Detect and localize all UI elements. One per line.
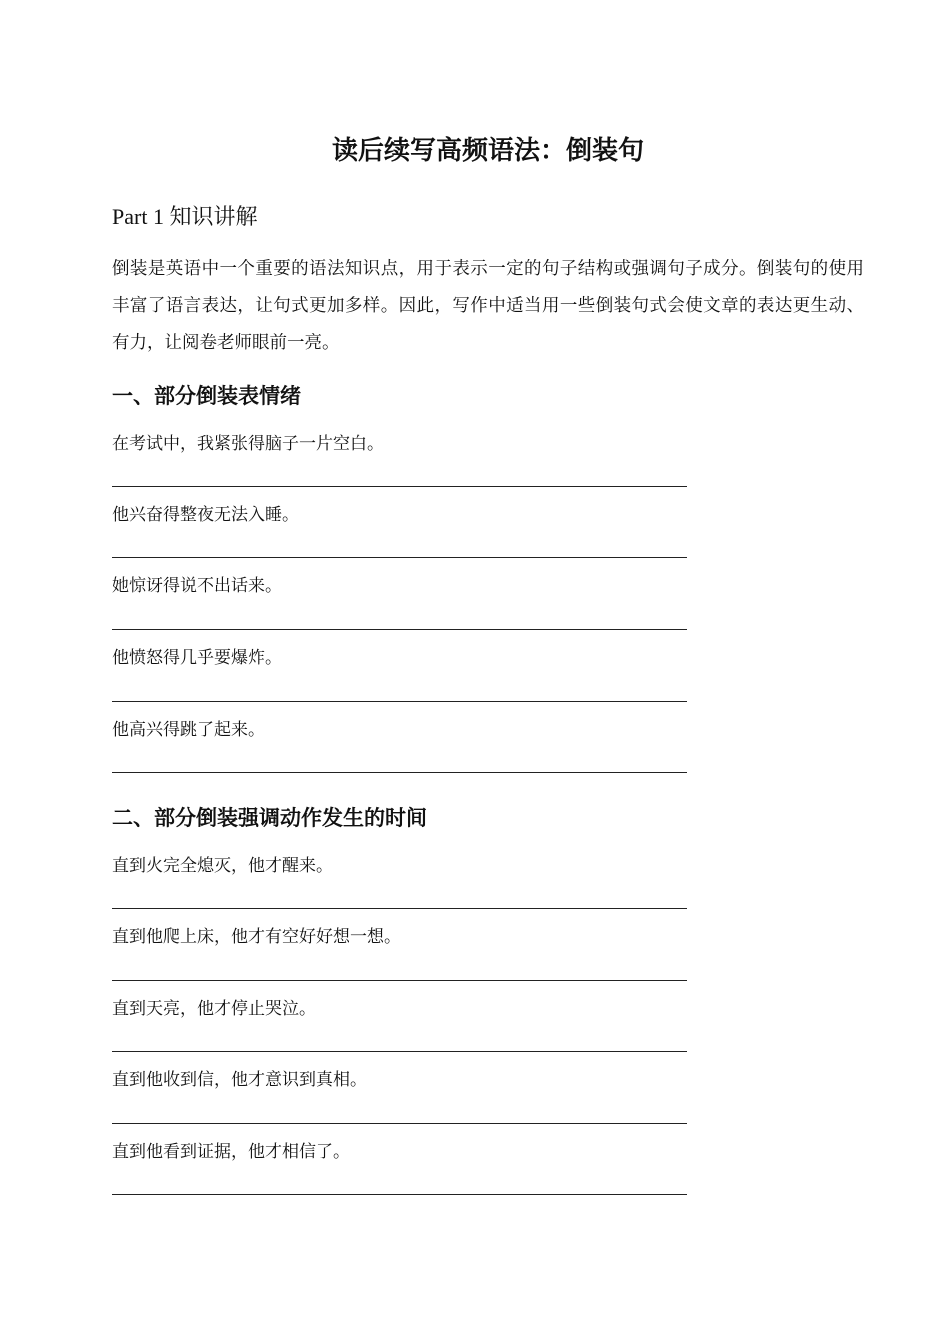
section1-answer-line-4[interactable] [112,701,687,702]
section2-answer-line-4[interactable] [112,1123,687,1124]
section2-answer-line-3[interactable] [112,1051,687,1052]
section1-prompt-1: 在考试中，我紧张得脑子一片空白。 [112,434,384,454]
section2-prompt-5: 直到他看到证据，他才相信了。 [112,1142,350,1162]
intro-paragraph: 倒装是英语中一个重要的语法知识点，用于表示一定的句子结构或强调句子成分。倒装句的使用丰富了语言表达，让句式更加多样。因此，写作中适当用一些倒装句式会使文章的表达更生动、有力，让阅卷老师眼前一亮。 [112,259,864,353]
section2-heading: 二、部分倒装强调动作发生的时间 [112,806,427,830]
section2-answer-line-2[interactable] [112,980,687,981]
section1-heading: 一、部分倒装表情绪 [112,384,301,408]
section1-answer-line-5[interactable] [112,772,687,773]
section2-prompt-3: 直到天亮，他才停止哭泣。 [112,999,316,1019]
section1-prompt-4: 他愤怒得几乎要爆炸。 [112,648,282,668]
section1-prompt-5: 他高兴得跳了起来。 [112,720,265,740]
section1-answer-line-1[interactable] [112,486,687,487]
section2-prompt-2: 直到他爬上床，他才有空好好想一想。 [112,927,401,947]
section2-prompt-4: 直到他收到信，他才意识到真相。 [112,1070,367,1090]
page-title: 读后续写高频语法：倒装句 [331,136,644,166]
section2-prompt-1: 直到火完全熄灭，他才醒来。 [112,856,333,876]
section2-answer-line-1[interactable] [112,908,687,909]
section2-answer-line-5[interactable] [112,1194,687,1195]
section1-prompt-2: 他兴奋得整夜无法入睡。 [112,505,299,525]
part1-heading: Part 1 知识讲解 [112,204,258,229]
section1-answer-line-2[interactable] [112,557,687,558]
section1-prompt-3: 她惊讶得说不出话来。 [112,576,282,596]
section1-answer-line-3[interactable] [112,629,687,630]
